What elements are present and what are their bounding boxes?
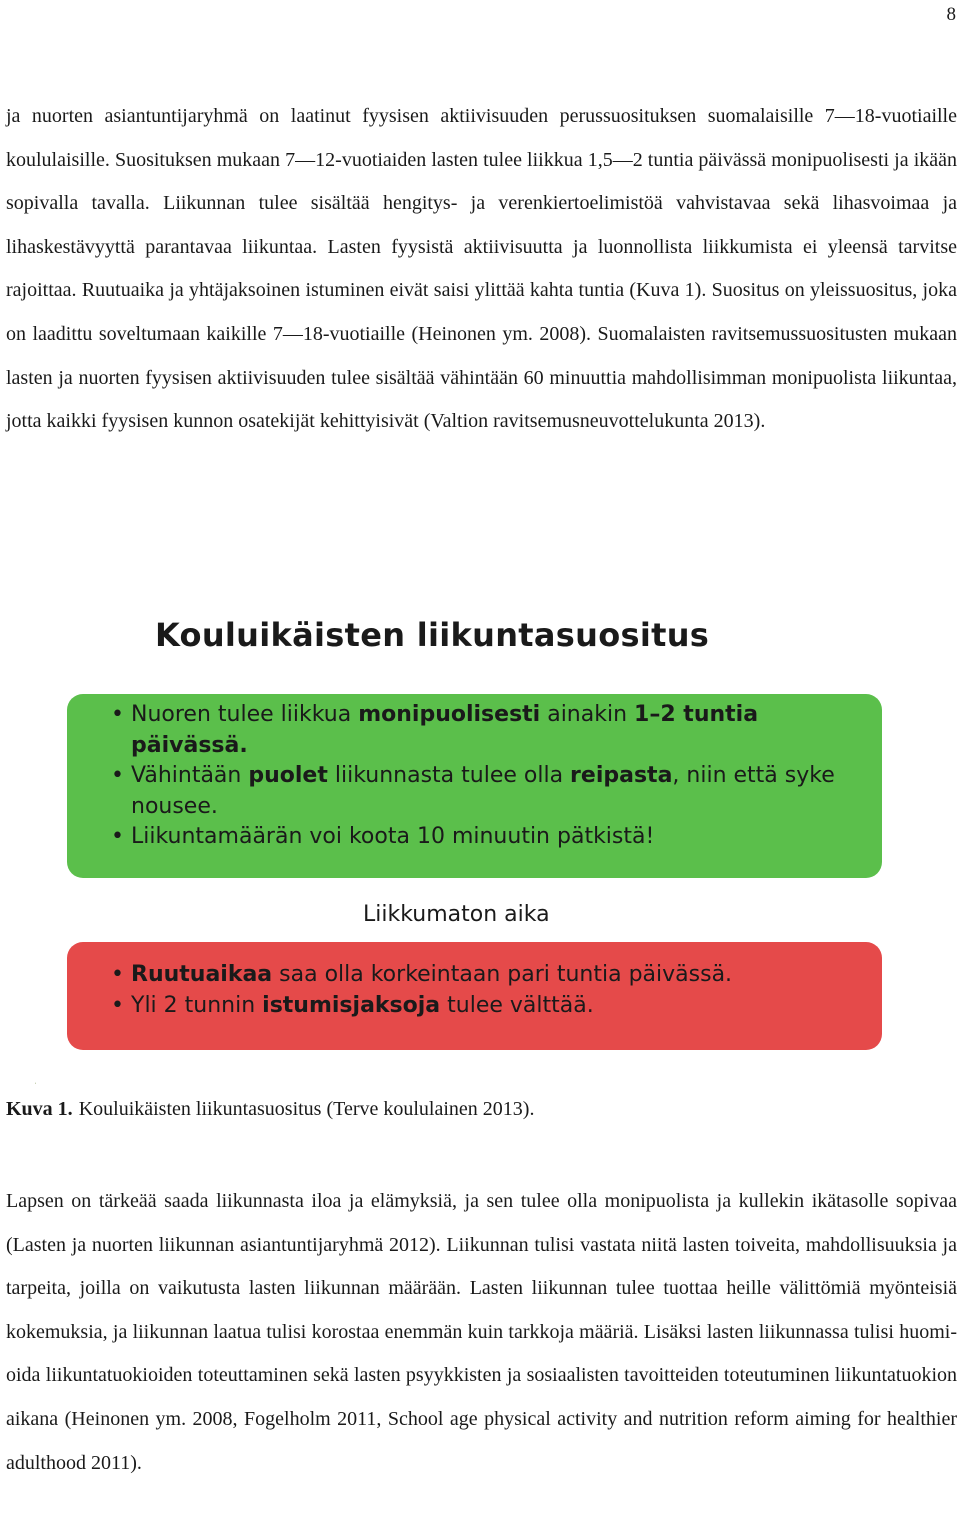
figure-title: Kouluikäisten liikuntasuositus [155, 616, 710, 654]
list-item: • Vähintään puolet liikunnasta tulee olla reipasta, niin että syke nousee. [111, 761, 862, 822]
figure-recommendation [0, 600, 960, 1080]
caption-text: Kouluikäisten liikuntasuositus (Terve koululainen 2013). [78, 1098, 535, 1120]
caption-label: Kuva 1. [6, 1098, 73, 1120]
list-item: • Nuoren tulee liikkua monipuolisesti ainakin 1–2 tuntia päivässä. [111, 700, 862, 761]
list-item: • Liikuntamäärän voi koota 10 minuutin pätkistä! [111, 822, 862, 853]
list-item: • Yli 2 tunnin istumisjaksoja tulee välttää. [111, 991, 862, 1022]
decorative-mark: ˌ [34, 1075, 37, 1084]
figure-caption [6, 1098, 534, 1121]
activity-recommendation-box [67, 694, 882, 878]
sedentary-time-heading: Liikkumaton aika [363, 902, 550, 927]
list-item: • Ruutuaikaa saa olla korkeintaan pari tuntia päivässä. [111, 960, 862, 991]
body-paragraph-1: ja nuorten asiantuntijaryhmä on laatinut fyysisen aktiivisuuden perussuosituksen suomalaisille 7—18-vuotiaille koululaisille. Suosituksen mukaan 7—12-vuotiaiden lasten tulee liikkua 1,5—2 tuntia päivässä monipuolisesti ja ikään sopivalla tavalla. Liikunnan tulee sisältää hengitys- ja verenkiertoelimistöä vahvistavaa sekä lihasvoimaa ja lihaskestävyyttä parantavaa liikuntaa. Lasten fyysistä aktiivisuutta ja luonnollista liikkumista ei yleensä tarvitse rajoittaa. Ruutuaika ja yhtäjaksoinen istuminen eivät saisi ylittää kahta tuntia (Kuva 1). Suositus on yleissuositus, joka on laadittu soveltumaan kaikille 7—18-vuotiaille (Heinonen ym. 2008). Suomalaisten ravitsemussuositusten mukaan lasten ja nuorten fyysisen aktiivisuuden tulee sisältää vähintään 60 minuuttia mahdollisimman monipuolista liikuntaa, jotta kaikki fyysisen kunnon osatekijät kehittyisivät (Valtion ravitsemusneuvottelukunta 2013). [6, 105, 957, 433]
body-paragraph-2: Lapsen on tärkeää saada liikunnasta iloa ja elämyksiä, ja sen tulee olla monipuolista ja kullekin ikätasolle sopivaa (Lasten ja nuorten liikunnan asiantuntijaryhmä 2012). Liikunnan tulisi vastata niitä lasten toiveita, mahdollisuuksia ja tarpeita, joilla on vaikutusta lasten liikunnan määrään. Lasten liikunnan tulee tuottaa heille välittömiä myönteisiä kokemuksia, ja liikunnan laatua tulisi korostaa enemmän kuin tarkkoja määriä. Lisäksi lasten liikunnassa tulisi huomioida liikuntatuokioiden toteuttaminen sekä lasten psyykkisten ja sosiaalisten tavoitteiden toteutuminen liikuntatuokion aikana (Heinonen ym. 2008, Fogelholm 2011, School age physical activity and nutrition reform aiming for healthier adulthood 2011). [6, 1190, 957, 1474]
sedentary-time-box [67, 942, 882, 1050]
page-number: 8 [946, 4, 956, 25]
